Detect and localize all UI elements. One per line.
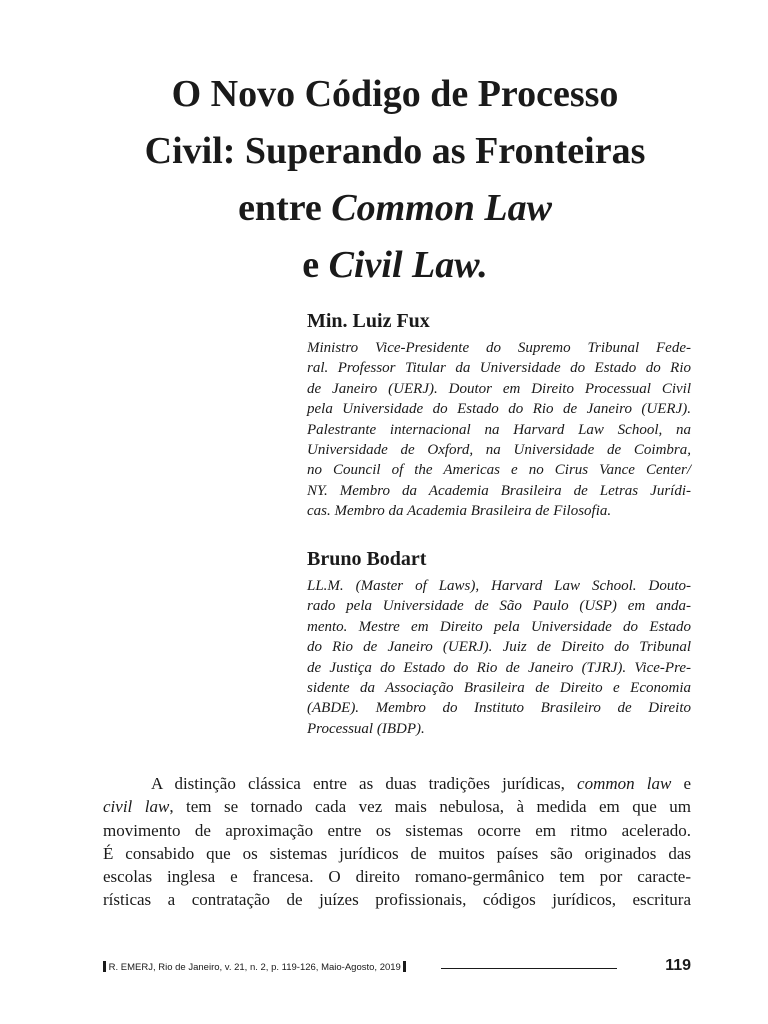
title-common-law: Common Law	[331, 187, 552, 229]
body-line: movimento de aproximação entre os sistemas ocorre em ritmo acelerado.	[103, 820, 691, 840]
body-line: rísticas a contratação de juízes profissionais, códigos jurídicos, escritura	[103, 890, 691, 910]
body-text-run: , tem se tornado cada vez mais nebulosa, à medida em que um	[169, 797, 692, 817]
bio-line: Palestrante internacional na Harvard Law School, na	[307, 421, 691, 438]
body-italic-common-law: common law	[577, 774, 672, 793]
bio-line: Processual (IBDP).	[307, 720, 425, 737]
bio-line: sidente da Associação Brasileira de Direito e Economia	[307, 680, 691, 697]
bio-line: rado pela Universidade de São Paulo (USP) em anda-	[307, 598, 691, 615]
bio-line: Universidade de Oxford, na Universidade de Coimbra,	[307, 442, 691, 459]
bio-line: Ministro Vice-Presidente do Supremo Tribunal Fede-	[307, 340, 691, 356]
footer-citation	[103, 961, 406, 975]
bio-line: no Council of the Americas e no Cirus Vance Center/	[307, 462, 691, 479]
page-footer	[103, 958, 691, 978]
bio-line: mento. Mestre em Direito pela Universidade do Estado	[307, 618, 691, 635]
author-block-bodart	[307, 546, 691, 739]
title-line-4-prefix: e	[302, 244, 329, 286]
body-line: escolas inglesa e francesa. O direito romano-germânico tem por caracte-	[103, 867, 691, 887]
bio-line: de Janeiro (UERJ). Doutor em Direito Processual Civil	[307, 380, 691, 397]
title-line-3	[90, 180, 700, 237]
bio-line: ral. Professor Titular da Universidade do Estado do Rio	[307, 360, 691, 377]
author-name: Bruno Bodart	[307, 548, 427, 570]
author-block-fux	[307, 308, 691, 522]
page-number: 119	[665, 957, 691, 974]
bio-line: do Rio de Janeiro (UERJ). Juiz de Direito do Tribunal	[307, 639, 691, 656]
bio-line: de Justiça do Estado do Rio de Janeiro (TJRJ). Vice-Pre-	[307, 659, 691, 676]
bio-line: cas. Membro da Academia Brasileira de Filosofia.	[307, 503, 612, 520]
bio-line: LL.M. (Master of Laws), Harvard Law School. Douto-	[307, 578, 691, 594]
author-bio	[307, 338, 691, 522]
bio-line: NY. Membro da Academia Brasileira de Letras Jurídi-	[307, 482, 691, 499]
title-line-3-prefix: entre	[238, 187, 332, 229]
body-line	[103, 772, 691, 795]
title-line-1: O Novo Código de Processo	[171, 73, 619, 115]
body-paragraph	[103, 772, 691, 912]
body-text-run: A distinção clássica entre as duas tradições jurídicas,	[151, 774, 578, 793]
bio-line: (ABDE). Membro do Instituto Brasileiro de Direito	[307, 700, 691, 717]
citation-text: R. EMERJ, Rio de Janeiro, v. 21, n. 2, p. 119-126, Maio-Agosto, 2019	[108, 962, 401, 973]
body-text-run: e	[671, 774, 691, 793]
author-bio	[307, 576, 691, 739]
footer-bar-right	[403, 961, 406, 972]
article-title	[90, 66, 700, 294]
title-line-4	[90, 237, 700, 294]
title-civil-law: Civil Law.	[328, 244, 488, 286]
body-line	[103, 795, 691, 818]
bio-line: pela Universidade do Estado do Rio de Janeiro (UERJ).	[307, 401, 691, 418]
footer-bar-left	[103, 961, 106, 972]
author-name: Min. Luiz Fux	[307, 310, 430, 332]
body-line: É consabido que os sistemas jurídicos de muitos países são originados das	[103, 843, 691, 863]
body-italic-civil-law: civil law	[103, 797, 170, 817]
footer-rule	[441, 968, 617, 969]
title-line-2: Civil: Superando as Fronteiras	[144, 130, 646, 172]
